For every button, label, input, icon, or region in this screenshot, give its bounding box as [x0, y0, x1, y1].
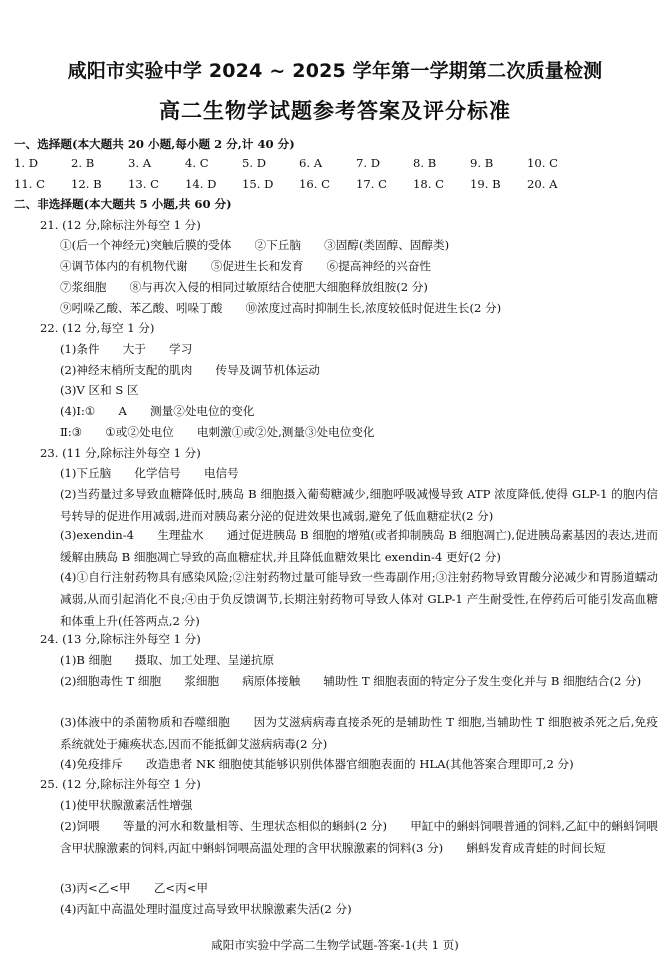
answer-item: 3. A — [128, 156, 152, 170]
answer-item: 12. B — [71, 177, 102, 191]
answer-item: 14. D — [185, 177, 217, 191]
q21-line: ⑨吲哚乙酸、苯乙酸、吲哚丁酸 ⑩浓度过高时抑制生长,浓度较低时促进生长(2 分) — [60, 301, 502, 315]
document-subtitle: 高二生物学试题参考答案及评分标准 — [159, 99, 511, 123]
q25-line: (4)丙缸中高温处理时温度过高导致甲状腺激素失活(2 分) — [60, 902, 352, 916]
answer-item: 19. B — [470, 177, 501, 191]
q22-line: (2)神经末梢所支配的肌肉 传导及调节机体运动 — [60, 363, 320, 377]
answer-item: 10. C — [527, 156, 558, 170]
answer-item: 2. B — [71, 156, 95, 170]
q22-heading: 22. (12 分,每空 1 分) — [40, 321, 155, 335]
answer-item: 13. C — [128, 177, 159, 191]
choice-answers-row-1 — [14, 156, 584, 171]
choice-answers-row-2 — [14, 177, 584, 192]
q23-paragraph: (2)当药量过多导致血糖降低时,胰岛 B 细胞摄入葡萄糖减少,细胞呼吸减慢导致 ATP 浓度降低,使得 GLP-1 的胞内信号转导的促进作用减弱,进而对胰岛素分泌的促进效果也减弱,避免了低血糖症状(2 分) — [60, 487, 658, 523]
q23-heading: 23. (11 分,除标注外每空 1 分) — [40, 446, 201, 460]
answer-item: 8. B — [413, 156, 437, 170]
answer-item: 16. C — [299, 177, 330, 191]
answer-item: 20. A — [527, 177, 558, 191]
section-heading-nonchoice: 二、非选择题(本大题共 5 小题,共 60 分) — [14, 197, 232, 211]
answer-item: 6. A — [299, 156, 323, 170]
answer-item: 5. D — [242, 156, 267, 170]
q25-paragraph: (2)饲喂 等量的河水和数量相等、生理状态相似的蝌蚪(2 分) 甲缸中的蝌蚪饲喂普通的饲料,乙缸中的蝌蚪饲喂含甲状腺激素的饲料,丙缸中蝌蚪饲喂高温处理的含甲状腺激素的饲料(3 分) 蝌蚪发育成青蛙的时间长短 — [60, 819, 658, 855]
answer-item: 1. D — [14, 156, 39, 170]
answer-item: 7. D — [356, 156, 381, 170]
q22-line: (3)V 区和 S 区 — [60, 383, 139, 397]
q21-line: ①(后一个神经元)突触后膜的受体 ②下丘脑 ③固醇(类固醇、固醇类) — [60, 238, 450, 252]
q21-heading: 21. (12 分,除标注外每空 1 分) — [40, 218, 201, 232]
q22-line: Ⅱ:③ ①或②处电位 电刺激①或②处,测量③处电位变化 — [60, 425, 375, 439]
q22-line: (4)Ⅰ:① A 测量②处电位的变化 — [60, 404, 255, 418]
q21-line: ⑦浆细胞 ⑧与再次入侵的相同过敏原结合使肥大细胞释放组胺(2 分) — [60, 280, 428, 294]
q24-line: (4)免疫排斥 改造患者 NK 细胞使其能够识别供体器官细胞表面的 HLA(其他答案合理即可,2 分) — [60, 757, 574, 771]
answer-item: 11. C — [14, 177, 45, 191]
answer-item: 9. B — [470, 156, 494, 170]
q23-paragraph: (3)exendin-4 生理盐水 通过促进胰岛 B 细胞的增殖(或者抑制胰岛 B 细胞凋亡),促进胰岛素基因的表达,进而缓解由胰岛 B 细胞凋亡导致的高血糖症状,并且降低血糖效果比 exendin-4 更好(2 分) — [60, 528, 658, 564]
answer-item: 17. C — [356, 177, 387, 191]
q21-line: ④调节体内的有机物代谢 ⑤促进生长和发育 ⑥提高神经的兴奋性 — [60, 259, 432, 273]
q25-line: (1)使甲状腺激素活性增强 — [60, 798, 193, 812]
answer-item: 18. C — [413, 177, 444, 191]
section-heading-choice: 一、选择题(本大题共 20 小题,每小题 2 分,计 40 分) — [14, 137, 295, 151]
answer-item: 4. C — [185, 156, 209, 170]
q24-paragraph: (3)体液中的杀菌物质和吞噬细胞 因为艾滋病病毒直接杀死的是辅助性 T 细胞,当辅助性 T 细胞被杀死之后,免疫系统就处于瘫痪状态,因而不能抵御艾滋病病毒(2 分) — [60, 715, 658, 751]
q23-line: (1)下丘脑 化学信号 电信号 — [60, 466, 239, 480]
q25-heading: 25. (12 分,除标注外每空 1 分) — [40, 777, 201, 791]
q22-line: (1)条件 大于 学习 — [60, 342, 193, 356]
q24-heading: 24. (13 分,除标注外每空 1 分) — [40, 632, 201, 646]
q23-paragraph: (4)①自行注射药物具有感染风险;②注射药物过量可能导致一些毒副作用;③注射药物导致胃酸分泌减少和胃肠道蠕动减弱,从而引起消化不良;④由于负反馈调节,长期注射药物可导致人体对 GLP-1 产生耐受性,在停药后可能引发高血糖和体重上升(任答两点,2 分) — [60, 570, 658, 628]
document-title: 咸阳市实验中学 2024 ~ 2025 学年第一学期第二次质量检测 — [67, 60, 603, 82]
q25-line: (3)丙<乙<甲 乙<丙<甲 — [60, 881, 209, 895]
q24-line: (1)B 细胞 摄取、加工处理、呈递抗原 — [60, 653, 275, 667]
answer-item: 15. D — [242, 177, 274, 191]
q24-paragraph: (2)细胞毒性 T 细胞 浆细胞 病原体接触 辅助性 T 细胞表面的特定分子发生变化并与 B 细胞结合(2 分) — [60, 674, 642, 688]
page-footer: 咸阳市实验中学高二生物学试题-答案-1(共 1 页) — [211, 938, 459, 952]
